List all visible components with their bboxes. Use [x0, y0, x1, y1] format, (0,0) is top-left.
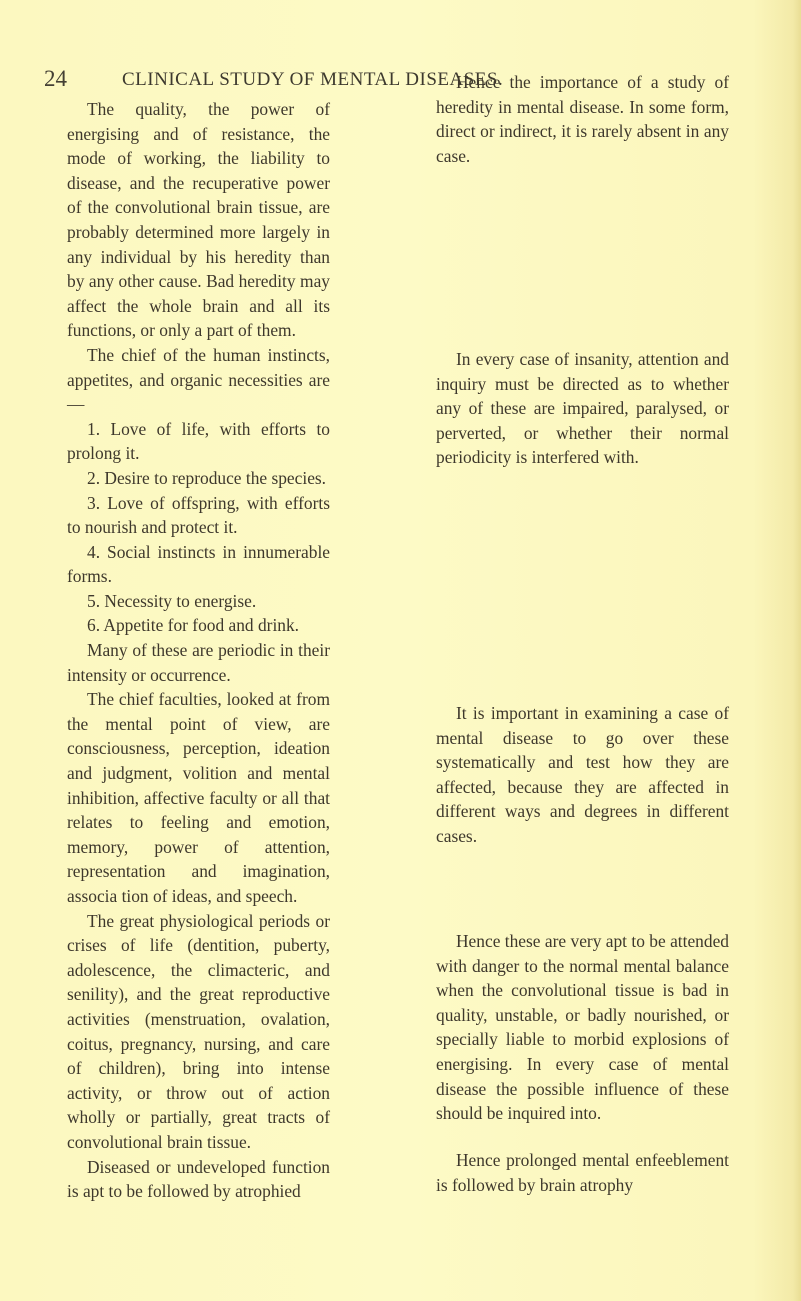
list-item: 5. Necessity to energise.: [87, 590, 257, 611]
list-item: 2. Desire to reproduce the species.: [87, 467, 327, 488]
margin-note-text: Hence these are very apt to be attended with danger to the normal mental balance when the convolutional tissue is bad in quality, unstable, or badly nourished, or specially liable to morbid explosions of energising. In every case of mental disease the possible influence of these should be inquired into.: [436, 931, 729, 1124]
list-item: 1. Love of life, with efforts to prolong it.: [67, 418, 330, 464]
margin-note-text: It is important in examining a case of mental disease to go over these systematically and test how they are affected, because they are affected in different ways and degrees in different cases.: [436, 703, 729, 846]
paragraph-instincts-intro: The chief of the human instincts, appetites, and organic necessities are—: [67, 344, 330, 415]
paragraph-faculties: The chief faculties, looked at from the mental point of view, are consciousness, perception, ideation and judgment, volition and mental inhibition, affective faculty or all that relates to feeling and emotion, memory, power of attention, representation and imagination, associa tion of ideas, and speech.: [67, 689, 330, 906]
margin-note-examining: [436, 701, 729, 849]
margin-note-enfeeblement: [436, 1148, 729, 1197]
list-item: 4. Social instincts in innumerable forms.: [67, 541, 330, 587]
margin-note-text: Hence the importance of a study of heredity in mental disease. In some form, direct or indirect, it is rarely absent in any case.: [436, 72, 729, 166]
paragraph-heredity: The quality, the power of energising and of resistance, the mode of working, the liability to disease, and the recuperative power of the convolutional brain tissue, are probably determined more largely in any individual by his heredity than by any other cause. Bad heredity may affect the whole brain and all its functions, or only a part of them.: [67, 99, 330, 341]
margin-note-insanity: [436, 347, 729, 470]
running-title: CLINICAL STUDY OF MENTAL DISEASES.: [122, 69, 504, 90]
list-item: 3. Love of offspring, with efforts to nourish and protect it.: [67, 492, 330, 538]
main-text-column: [67, 97, 330, 1204]
margin-note-danger: [436, 929, 729, 1126]
paragraph-diseased-function: Diseased or undeveloped function is apt to be followed by atrophied: [67, 1156, 330, 1202]
margin-note-heredity: [436, 70, 729, 168]
paragraph-periodic: Many of these are periodic in their intensity or occurrence.: [67, 640, 330, 685]
margin-note-text: In every case of insanity, attention and inquiry must be directed as to whether any of these are impaired, paralysed, or perverted, or whether their normal periodicity is interfered with.: [436, 349, 729, 468]
margin-note-text: Hence prolonged mental enfeeblement is followed by brain atrophy: [436, 1150, 729, 1195]
paragraph-physiological-periods: The great physiological periods or crises of life (dentition, puberty, adolescence, the climacteric, and senility), and the great reproductive activities (menstruation, ovalation, coitus, pregnancy, nursing, and care of children), bring into intense activity, or throw out of action wholly or partially, great tracts of convolutional brain tissue.: [67, 910, 330, 1152]
page-number: 24: [44, 66, 67, 91]
list-item: 6. Appetite for food and drink.: [87, 615, 300, 636]
